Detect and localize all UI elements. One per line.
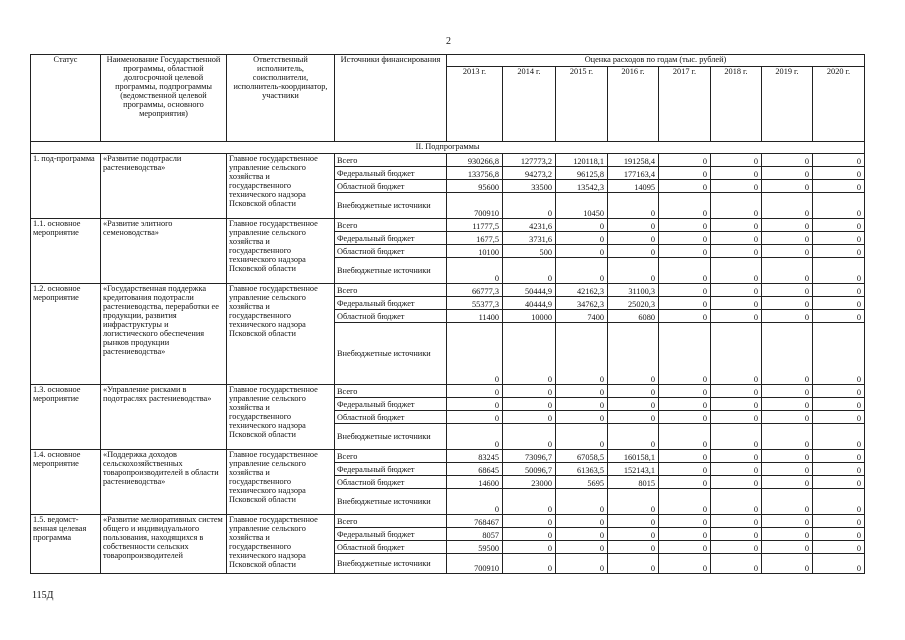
header-year: 2019 г. — [762, 67, 813, 142]
amount-cell: 59500 — [447, 541, 503, 554]
amount-cell: 0 — [608, 323, 659, 385]
amount-cell: 73096,7 — [503, 450, 556, 463]
amount-cell: 0 — [608, 424, 659, 450]
amount-cell: 0 — [503, 541, 556, 554]
amount-cell: 0 — [659, 489, 711, 515]
amount-cell: 0 — [762, 258, 813, 284]
amount-cell: 0 — [659, 411, 711, 424]
amount-cell: 0 — [659, 258, 711, 284]
amount-cell: 0 — [608, 385, 659, 398]
amount-cell: 0 — [813, 450, 865, 463]
amount-cell: 0 — [762, 245, 813, 258]
amount-cell: 0 — [813, 515, 865, 528]
amount-cell: 0 — [762, 528, 813, 541]
amount-cell: 0 — [762, 489, 813, 515]
amount-cell: 0 — [813, 284, 865, 297]
amount-cell: 0 — [813, 154, 865, 167]
amount-cell: 0 — [556, 258, 608, 284]
funding-source: Всего — [335, 219, 447, 232]
header-year: 2014 г. — [503, 67, 556, 142]
amount-cell: 0 — [813, 219, 865, 232]
group-status: 1.3. основное мероприятие — [31, 385, 101, 450]
group-executor: Главное государственное управление сельского хозяйства и государственного технического надзора Псковской области — [227, 219, 335, 284]
header-year: 2017 г. — [659, 67, 711, 142]
group-name: «Развитие подотрасли растениеводства» — [101, 154, 227, 219]
header-estimate: Оценка расходов по годам (тыс. рублей) — [447, 55, 865, 67]
amount-cell: 0 — [711, 284, 762, 297]
amount-cell: 0 — [762, 167, 813, 180]
amount-cell: 0 — [711, 154, 762, 167]
amount-cell: 10100 — [447, 245, 503, 258]
amount-cell: 0 — [762, 424, 813, 450]
amount-cell: 0 — [813, 554, 865, 574]
amount-cell: 0 — [447, 489, 503, 515]
amount-cell: 0 — [813, 258, 865, 284]
amount-cell: 0 — [762, 450, 813, 463]
amount-cell: 0 — [503, 554, 556, 574]
header-status: Статус — [31, 55, 101, 142]
amount-cell: 0 — [659, 424, 711, 450]
amount-cell: 160158,1 — [608, 450, 659, 463]
amount-cell: 0 — [813, 528, 865, 541]
amount-cell: 40444,9 — [503, 297, 556, 310]
amount-cell: 4231,6 — [503, 219, 556, 232]
amount-cell: 0 — [503, 411, 556, 424]
amount-cell: 0 — [608, 232, 659, 245]
amount-cell: 0 — [711, 180, 762, 193]
amount-cell: 0 — [813, 245, 865, 258]
amount-cell: 0 — [659, 219, 711, 232]
group-name: «Государственная поддержка кредитования подотрасли растениеводства, переработки ее продукции, развития инфраструктуры и логистического обеспечения рынков продукции растениеводства» — [101, 284, 227, 385]
amount-cell: 0 — [762, 411, 813, 424]
amount-cell: 0 — [711, 450, 762, 463]
funding-source: Внебюджетные источники — [335, 489, 447, 515]
header-name: Наименование Государственной программы, областной долгосрочной целевой программы, подпрограммы (ведомственной целевой программы, основного мероприятия) — [101, 55, 227, 142]
amount-cell: 0 — [556, 232, 608, 245]
amount-cell: 33500 — [503, 180, 556, 193]
amount-cell: 0 — [659, 297, 711, 310]
funding-source: Областной бюджет — [335, 245, 447, 258]
footer-code: 115Д — [32, 590, 54, 601]
amount-cell: 120118,1 — [556, 154, 608, 167]
group-executor: Главное государственное управление сельского хозяйства и государственного технического надзора Псковской области — [227, 450, 335, 515]
amount-cell: 0 — [503, 424, 556, 450]
amount-cell: 0 — [762, 310, 813, 323]
funding-source: Федеральный бюджет — [335, 232, 447, 245]
amount-cell: 34762,3 — [556, 297, 608, 310]
funding-source: Областной бюджет — [335, 180, 447, 193]
amount-cell: 0 — [762, 154, 813, 167]
amount-cell: 0 — [659, 154, 711, 167]
amount-cell: 0 — [762, 541, 813, 554]
amount-cell: 0 — [659, 385, 711, 398]
amount-cell: 0 — [711, 411, 762, 424]
funding-source: Всего — [335, 385, 447, 398]
amount-cell: 0 — [556, 245, 608, 258]
amount-cell: 0 — [659, 180, 711, 193]
amount-cell: 0 — [711, 297, 762, 310]
amount-cell: 0 — [762, 385, 813, 398]
amount-cell: 0 — [659, 232, 711, 245]
amount-cell: 0 — [762, 476, 813, 489]
amount-cell: 0 — [608, 245, 659, 258]
amount-cell: 0 — [813, 193, 865, 219]
funding-source: Всего — [335, 515, 447, 528]
amount-cell: 95600 — [447, 180, 503, 193]
group-name: «Управление рисками в подотраслях растениеводства» — [101, 385, 227, 450]
page-number: 2 — [446, 36, 451, 47]
amount-cell: 3731,6 — [503, 232, 556, 245]
amount-cell: 5695 — [556, 476, 608, 489]
amount-cell: 0 — [711, 398, 762, 411]
amount-cell: 191258,4 — [608, 154, 659, 167]
table-row — [31, 219, 865, 232]
funding-source: Внебюджетные источники — [335, 424, 447, 450]
amount-cell: 0 — [503, 193, 556, 219]
amount-cell: 0 — [813, 398, 865, 411]
table-row — [31, 284, 865, 297]
amount-cell: 0 — [659, 284, 711, 297]
amount-cell: 6080 — [608, 310, 659, 323]
amount-cell: 0 — [813, 463, 865, 476]
funding-source: Федеральный бюджет — [335, 398, 447, 411]
header-executor: Ответственный исполнитель, соисполнители, исполнитель-координатор, участники — [227, 55, 335, 142]
group-executor: Главное государственное управление сельского хозяйства и государственного технического надзора Псковской области — [227, 385, 335, 450]
amount-cell: 0 — [659, 245, 711, 258]
amount-cell: 0 — [556, 528, 608, 541]
funding-source: Федеральный бюджет — [335, 528, 447, 541]
amount-cell: 0 — [813, 476, 865, 489]
amount-cell: 7400 — [556, 310, 608, 323]
amount-cell: 0 — [556, 219, 608, 232]
amount-cell: 0 — [447, 424, 503, 450]
amount-cell: 0 — [762, 284, 813, 297]
amount-cell: 83245 — [447, 450, 503, 463]
group-name: «Поддержка доходов сельскохозяйственных товаропроизводителей в области растениеводства» — [101, 450, 227, 515]
amount-cell: 0 — [556, 385, 608, 398]
funding-source: Областной бюджет — [335, 541, 447, 554]
header-year: 2015 г. — [556, 67, 608, 142]
amount-cell: 0 — [711, 463, 762, 476]
amount-cell: 50096,7 — [503, 463, 556, 476]
amount-cell: 14095 — [608, 180, 659, 193]
amount-cell: 0 — [762, 554, 813, 574]
funding-source: Всего — [335, 284, 447, 297]
amount-cell: 0 — [659, 310, 711, 323]
amount-cell: 0 — [711, 219, 762, 232]
amount-cell: 8015 — [608, 476, 659, 489]
amount-cell: 68645 — [447, 463, 503, 476]
amount-cell: 31100,3 — [608, 284, 659, 297]
amount-cell: 0 — [608, 541, 659, 554]
amount-cell: 10000 — [503, 310, 556, 323]
amount-cell: 0 — [503, 515, 556, 528]
group-status: 1.4. основное мероприятие — [31, 450, 101, 515]
amount-cell: 0 — [711, 541, 762, 554]
amount-cell: 0 — [711, 515, 762, 528]
amount-cell: 0 — [813, 489, 865, 515]
group-executor: Главное государственное управление сельского хозяйства и государственного технического надзора Псковской области — [227, 515, 335, 574]
amount-cell: 0 — [659, 528, 711, 541]
table-row — [31, 450, 865, 463]
section-title: II. Подпрограммы — [31, 142, 865, 154]
group-executor: Главное государственное управление сельского хозяйства и государственного технического надзора Псковской области — [227, 284, 335, 385]
amount-cell: 0 — [556, 515, 608, 528]
amount-cell: 11400 — [447, 310, 503, 323]
funding-source: Федеральный бюджет — [335, 167, 447, 180]
amount-cell: 0 — [503, 323, 556, 385]
amount-cell: 66777,3 — [447, 284, 503, 297]
funding-source: Внебюджетные источники — [335, 193, 447, 219]
amount-cell: 8057 — [447, 528, 503, 541]
header-sources: Источники финансирования — [335, 55, 447, 142]
amount-cell: 0 — [762, 398, 813, 411]
amount-cell: 0 — [711, 476, 762, 489]
amount-cell: 0 — [711, 258, 762, 284]
amount-cell: 0 — [556, 489, 608, 515]
amount-cell: 0 — [711, 232, 762, 245]
amount-cell: 0 — [503, 398, 556, 411]
amount-cell: 0 — [659, 463, 711, 476]
funding-source: Всего — [335, 154, 447, 167]
amount-cell: 0 — [608, 554, 659, 574]
amount-cell: 10450 — [556, 193, 608, 219]
amount-cell: 0 — [447, 411, 503, 424]
amount-cell: 67058,5 — [556, 450, 608, 463]
amount-cell: 0 — [762, 463, 813, 476]
amount-cell: 0 — [711, 424, 762, 450]
amount-cell: 25020,3 — [608, 297, 659, 310]
amount-cell: 0 — [503, 258, 556, 284]
amount-cell: 700910 — [447, 193, 503, 219]
amount-cell: 0 — [813, 424, 865, 450]
amount-cell: 0 — [447, 258, 503, 284]
amount-cell: 0 — [608, 398, 659, 411]
amount-cell: 0 — [556, 424, 608, 450]
amount-cell: 0 — [762, 193, 813, 219]
amount-cell: 94273,2 — [503, 167, 556, 180]
amount-cell: 0 — [608, 193, 659, 219]
amount-cell: 0 — [813, 411, 865, 424]
amount-cell: 0 — [659, 167, 711, 180]
amount-cell: 0 — [711, 489, 762, 515]
amount-cell: 11777,5 — [447, 219, 503, 232]
amount-cell: 0 — [762, 323, 813, 385]
amount-cell: 0 — [608, 219, 659, 232]
amount-cell: 0 — [659, 193, 711, 219]
header-year: 2016 г. — [608, 67, 659, 142]
amount-cell: 0 — [762, 515, 813, 528]
header-year: 2013 г. — [447, 67, 503, 142]
amount-cell: 0 — [608, 489, 659, 515]
amount-cell: 55377,3 — [447, 297, 503, 310]
amount-cell: 0 — [556, 323, 608, 385]
amount-cell: 0 — [711, 554, 762, 574]
amount-cell: 0 — [659, 450, 711, 463]
amount-cell: 0 — [447, 385, 503, 398]
amount-cell: 0 — [711, 193, 762, 219]
amount-cell: 0 — [659, 541, 711, 554]
amount-cell: 930266,8 — [447, 154, 503, 167]
funding-source: Областной бюджет — [335, 476, 447, 489]
amount-cell: 0 — [762, 219, 813, 232]
amount-cell: 0 — [813, 323, 865, 385]
funding-source: Всего — [335, 450, 447, 463]
amount-cell: 0 — [711, 323, 762, 385]
amount-cell: 0 — [762, 232, 813, 245]
amount-cell: 0 — [813, 167, 865, 180]
group-status: 1.5. ведомст-венная целевая программа — [31, 515, 101, 574]
amount-cell: 61363,5 — [556, 463, 608, 476]
amount-cell: 1677,5 — [447, 232, 503, 245]
amount-cell: 500 — [503, 245, 556, 258]
funding-source: Областной бюджет — [335, 411, 447, 424]
amount-cell: 0 — [711, 167, 762, 180]
amount-cell: 0 — [813, 297, 865, 310]
amount-cell: 0 — [711, 245, 762, 258]
budget-table — [30, 54, 865, 574]
amount-cell: 0 — [556, 398, 608, 411]
amount-cell: 0 — [762, 297, 813, 310]
amount-cell: 133756,8 — [447, 167, 503, 180]
amount-cell: 700910 — [447, 554, 503, 574]
amount-cell: 0 — [556, 541, 608, 554]
amount-cell: 0 — [503, 489, 556, 515]
table-row — [31, 515, 865, 528]
amount-cell: 14600 — [447, 476, 503, 489]
group-executor: Главное государственное управление сельского хозяйства и государственного технического надзора Псковской области — [227, 154, 335, 219]
funding-source: Областной бюджет — [335, 310, 447, 323]
amount-cell: 0 — [608, 258, 659, 284]
amount-cell: 0 — [813, 541, 865, 554]
amount-cell: 768467 — [447, 515, 503, 528]
amount-cell: 0 — [556, 554, 608, 574]
amount-cell: 50444,9 — [503, 284, 556, 297]
group-status: 1.2. основное мероприятие — [31, 284, 101, 385]
header-year: 2020 г. — [813, 67, 865, 142]
amount-cell: 23000 — [503, 476, 556, 489]
amount-cell: 42162,3 — [556, 284, 608, 297]
amount-cell: 0 — [813, 310, 865, 323]
table-row — [31, 154, 865, 167]
amount-cell: 96125,8 — [556, 167, 608, 180]
amount-cell: 0 — [659, 476, 711, 489]
amount-cell: 0 — [659, 398, 711, 411]
amount-cell: 0 — [711, 528, 762, 541]
header-year: 2018 г. — [711, 67, 762, 142]
amount-cell: 0 — [608, 515, 659, 528]
group-status: 1.1. основное мероприятие — [31, 219, 101, 284]
amount-cell: 0 — [659, 323, 711, 385]
amount-cell: 0 — [608, 528, 659, 541]
funding-source: Внебюджетные источники — [335, 258, 447, 284]
amount-cell: 0 — [711, 310, 762, 323]
amount-cell: 177163,4 — [608, 167, 659, 180]
funding-source: Федеральный бюджет — [335, 297, 447, 310]
amount-cell: 0 — [503, 385, 556, 398]
amount-cell: 0 — [608, 411, 659, 424]
amount-cell: 0 — [813, 232, 865, 245]
funding-source: Федеральный бюджет — [335, 463, 447, 476]
group-name: «Развитие мелиоративных систем общего и индивидуального пользования, находящихся в собственности сельских товаропроизводителей — [101, 515, 227, 574]
amount-cell: 0 — [659, 554, 711, 574]
amount-cell: 13542,3 — [556, 180, 608, 193]
amount-cell: 127773,2 — [503, 154, 556, 167]
amount-cell: 0 — [813, 180, 865, 193]
amount-cell: 0 — [556, 411, 608, 424]
amount-cell: 0 — [762, 180, 813, 193]
funding-source: Внебюджетные источники — [335, 554, 447, 574]
amount-cell: 0 — [813, 385, 865, 398]
group-name: «Развитие элитного семеноводства» — [101, 219, 227, 284]
funding-source: Внебюджетные источники — [335, 323, 447, 385]
amount-cell: 0 — [447, 323, 503, 385]
table-row — [31, 385, 865, 398]
amount-cell: 0 — [711, 385, 762, 398]
amount-cell: 152143,1 — [608, 463, 659, 476]
amount-cell: 0 — [503, 528, 556, 541]
amount-cell: 0 — [659, 515, 711, 528]
amount-cell: 0 — [447, 398, 503, 411]
group-status: 1. под-программа — [31, 154, 101, 219]
